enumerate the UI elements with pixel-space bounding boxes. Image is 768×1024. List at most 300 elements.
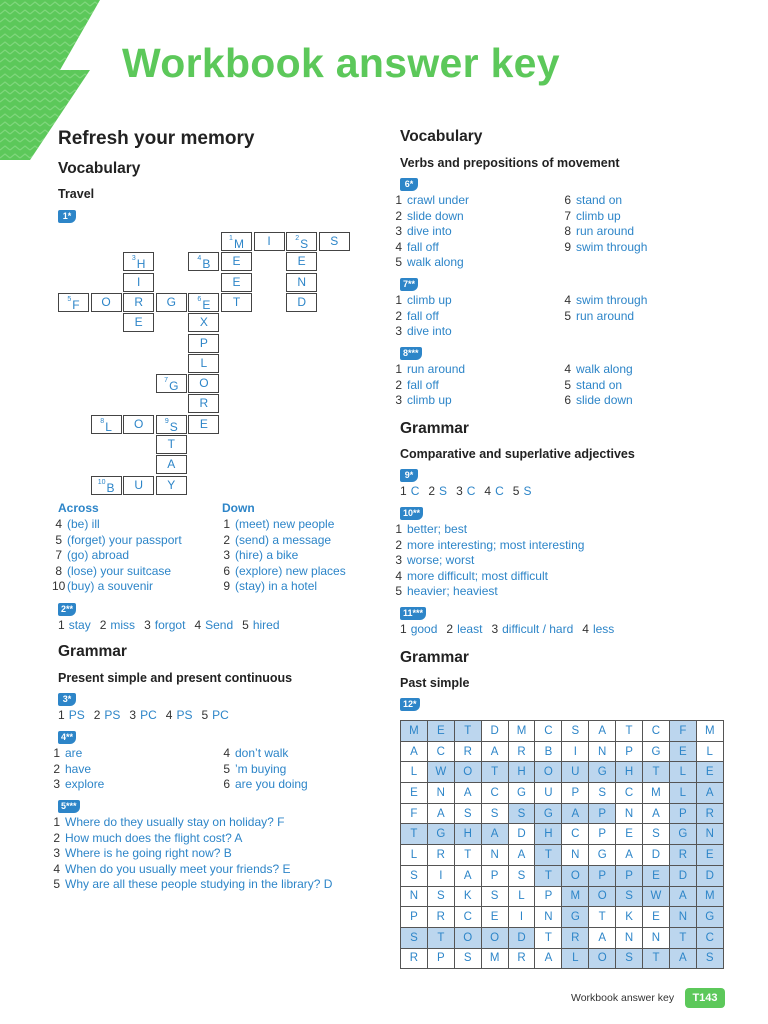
item-text: How much does the flight cost? A — [65, 830, 243, 845]
item-text: stand on — [576, 193, 623, 207]
item-number: 5 — [242, 618, 249, 632]
word-search-cell: R — [508, 741, 535, 762]
word-search-cell: N — [427, 783, 454, 804]
crossword-cell — [286, 232, 317, 251]
item-number: 3 — [456, 484, 463, 498]
crossword-letter: T — [167, 437, 175, 451]
item-number: 9 — [564, 239, 571, 254]
crossword-cell — [156, 374, 187, 393]
clue-number: 10 — [97, 478, 106, 486]
item-text: don’t walk — [235, 746, 289, 760]
word-search-row — [401, 948, 724, 969]
word-search-cell: N — [616, 927, 643, 948]
answer-item — [222, 762, 308, 778]
item-text: (lose) your suitcase — [67, 563, 172, 578]
item-text: swim through — [576, 293, 648, 307]
word-search-cell: C — [535, 721, 562, 742]
page-title: Workbook answer key — [122, 40, 560, 86]
word-search-cell: T — [454, 721, 481, 742]
word-search-cell: P — [427, 948, 454, 969]
word-search-cell: A — [481, 824, 508, 845]
vocabulary-heading: Vocabulary — [400, 128, 483, 145]
crossword-cell — [188, 293, 219, 312]
item-text: fall off — [407, 377, 439, 392]
item-text: more difficult; most difficult — [407, 568, 548, 583]
crossword-letter: I — [267, 234, 271, 248]
crossword-cell — [91, 415, 122, 434]
word-search-cell: G — [669, 824, 696, 845]
answer-item — [52, 815, 332, 831]
answer-item — [194, 618, 233, 632]
word-search-cell: E — [696, 845, 723, 866]
word-search-cell: S — [643, 824, 670, 845]
crossword-letter: X — [199, 315, 208, 330]
word-search-row — [401, 927, 724, 948]
word-search-cell: R — [454, 741, 481, 762]
word-search-cell: M — [562, 886, 589, 907]
crossword-letter: E — [202, 297, 211, 312]
word-search-cell: W — [643, 886, 670, 907]
word-search-cell: B — [535, 741, 562, 762]
answer-item — [394, 293, 452, 309]
word-search-cell: R — [427, 845, 454, 866]
item-text: climb up — [407, 393, 452, 408]
crossword-cell — [156, 455, 187, 474]
item-text: C — [495, 484, 504, 498]
word-search-cell: L — [401, 845, 428, 866]
item-number: 5 — [223, 761, 230, 776]
answer-item — [52, 579, 182, 595]
word-search-cell: R — [508, 948, 535, 969]
item-text: PS — [104, 708, 121, 722]
word-search-cell: A — [669, 886, 696, 907]
word-search-cell: U — [535, 783, 562, 804]
item-number: 1 — [400, 622, 407, 636]
item-text: S — [439, 484, 448, 498]
word-search-cell: A — [643, 803, 670, 824]
word-search-cell: C — [427, 741, 454, 762]
crossword-letter: B — [106, 480, 115, 495]
word-search-cell: P — [481, 865, 508, 886]
word-search-row — [401, 886, 724, 907]
word-search-cell: S — [508, 803, 535, 824]
item-text: stand on — [576, 377, 623, 392]
word-search-cell: N — [643, 927, 670, 948]
word-search-cell: A — [696, 783, 723, 804]
word-search-cell: F — [669, 721, 696, 742]
crossword-letter: G — [169, 379, 179, 394]
item-text: Where do they usually stay on holiday? F — [65, 815, 285, 829]
crossword-letter: E — [199, 416, 208, 431]
answer-item — [52, 762, 104, 778]
item-text: dive into — [407, 324, 452, 339]
answer-item — [563, 240, 647, 256]
exercise-7-answers-b — [563, 293, 647, 324]
crossword-letter: P — [199, 335, 208, 350]
item-text: difficult / hard — [502, 622, 574, 636]
item-number: 5 — [564, 308, 571, 323]
word-search-cell: P — [401, 907, 428, 928]
word-search-cell: L — [696, 741, 723, 762]
answer-item — [129, 708, 156, 722]
word-search-cell: A — [669, 948, 696, 969]
item-text: hired — [252, 618, 280, 632]
word-search-cell: T — [401, 824, 428, 845]
exercise-badge: 6* — [400, 178, 418, 191]
crossword-cell — [188, 354, 219, 373]
item-number: 3 — [395, 393, 402, 408]
crossword-grid — [58, 232, 344, 496]
answer-item — [58, 708, 85, 722]
clue-number: 7 — [164, 377, 169, 385]
item-number: 5 — [201, 708, 209, 722]
crossword-cell — [123, 252, 154, 271]
word-search-cell: M — [643, 783, 670, 804]
item-number: 5 — [564, 377, 571, 392]
answer-item — [563, 293, 647, 309]
exercise-4-answers-a — [52, 746, 104, 793]
crossword-letter: R — [134, 294, 144, 309]
word-search-cell: P — [589, 803, 616, 824]
word-search-cell: S — [508, 865, 535, 886]
item-text: climb up — [576, 208, 621, 223]
word-search-cell: C — [481, 783, 508, 804]
item-text: C — [410, 484, 420, 498]
word-search-cell: C — [454, 907, 481, 928]
crossword-letter: I — [137, 274, 141, 289]
word-search-cell: G — [696, 907, 723, 928]
crossword-letter: U — [134, 477, 144, 492]
word-search-cell: W — [427, 762, 454, 783]
word-search-cell: R — [562, 927, 589, 948]
answer-item — [52, 846, 332, 862]
item-text: more interesting; most interesting — [407, 537, 585, 552]
word-search-cell: G — [562, 907, 589, 928]
answer-item — [222, 746, 308, 762]
answer-item — [394, 362, 465, 378]
answer-item — [563, 309, 647, 325]
word-search-cell: G — [643, 741, 670, 762]
answer-item — [52, 533, 182, 549]
item-text: PC — [212, 708, 229, 722]
crossword-cell — [221, 232, 252, 251]
item-text: least — [457, 622, 483, 636]
word-search-cell: I — [427, 865, 454, 886]
word-search-cell: S — [454, 948, 481, 969]
crossword-letter: E — [134, 315, 143, 330]
word-search-cell: U — [562, 762, 589, 783]
answer-item — [563, 193, 647, 209]
crossword-cell — [188, 313, 219, 332]
exercise-badge: 12* — [400, 698, 420, 711]
word-search-cell: A — [616, 845, 643, 866]
item-number: 1 — [395, 522, 402, 536]
crossword-cell — [286, 293, 317, 312]
item-number: 8 — [55, 563, 62, 578]
word-search-cell: N — [401, 886, 428, 907]
item-number: 5 — [512, 484, 520, 498]
word-search-cell: A — [454, 783, 481, 804]
word-search-cell: G — [589, 762, 616, 783]
answer-item — [52, 746, 104, 762]
clue-number: 1 — [229, 235, 233, 242]
word-search-cell: I — [562, 741, 589, 762]
item-text: less — [592, 622, 615, 636]
answer-item — [394, 209, 469, 225]
exercise-badge: 8*** — [400, 347, 422, 360]
word-search-cell: A — [401, 741, 428, 762]
answer-item — [428, 484, 447, 498]
past-simple-heading: Past simple — [400, 676, 470, 690]
crossword-letter: S — [300, 237, 309, 251]
crossword-cell — [319, 232, 350, 251]
item-text: swim through — [576, 239, 648, 254]
answer-item — [582, 622, 614, 636]
word-search-cell: R — [669, 845, 696, 866]
crossword-letter: D — [297, 294, 307, 309]
answer-item — [94, 708, 121, 722]
crossword-cell — [188, 374, 219, 393]
word-search-cell: S — [589, 783, 616, 804]
answer-item — [394, 584, 584, 600]
item-text: slide down — [576, 393, 633, 408]
item-text: fall off — [407, 239, 439, 254]
crossword-letter: M — [233, 237, 244, 251]
item-text: Why are all these people studying in the library? D — [65, 877, 333, 892]
exercise-badge: 10** — [400, 507, 423, 520]
item-number: 6 — [223, 777, 230, 792]
clue-number: 2 — [295, 235, 300, 242]
item-text: heavier; heaviest — [407, 584, 498, 599]
answer-item — [52, 862, 332, 878]
item-text: miss — [110, 618, 136, 632]
word-search-cell: D — [643, 845, 670, 866]
item-number: 9 — [223, 579, 230, 594]
item-text: (hire) a bike — [235, 548, 299, 563]
clue-number: 4 — [197, 255, 202, 263]
item-number: 3 — [395, 324, 402, 339]
item-text: are — [65, 746, 83, 760]
answer-item — [222, 517, 346, 533]
crossword-letter: E — [232, 254, 241, 269]
item-number: 4 — [223, 746, 230, 760]
word-search-cell: S — [481, 803, 508, 824]
word-search-cell: O — [589, 886, 616, 907]
item-text: run around — [407, 362, 466, 376]
item-text: are you doing — [235, 777, 308, 792]
crossword-letter: Y — [167, 477, 176, 492]
word-search-cell: E — [643, 907, 670, 928]
word-search-cell: L — [669, 783, 696, 804]
answer-item — [394, 193, 469, 209]
crossword-cell — [156, 435, 187, 454]
word-search-cell: H — [616, 762, 643, 783]
exercise-9-answers — [400, 484, 540, 498]
word-search-cell: T — [481, 762, 508, 783]
crossword-cell — [188, 394, 219, 413]
item-number: 3 — [144, 618, 151, 632]
word-search-cell: E — [669, 741, 696, 762]
answer-item — [394, 522, 584, 538]
crossword-cell — [188, 252, 219, 271]
item-text: (stay) in a hotel — [235, 579, 318, 594]
item-number: 1 — [58, 618, 65, 632]
item-number: 3 — [395, 553, 402, 568]
word-search-cell: D — [481, 721, 508, 742]
word-search-cell: H — [508, 762, 535, 783]
answer-item — [394, 255, 469, 271]
grammar-heading: Grammar — [400, 649, 469, 666]
item-number: 1 — [395, 362, 402, 376]
exercise-badge: 3* — [58, 693, 76, 706]
answer-item — [242, 618, 279, 632]
word-search-cell: A — [427, 803, 454, 824]
word-search-cell: K — [616, 907, 643, 928]
answer-item — [394, 240, 469, 256]
clue-number: 8 — [100, 417, 105, 425]
word-search-cell: M — [508, 721, 535, 742]
answer-item — [222, 777, 308, 793]
answer-item — [484, 484, 503, 498]
crossword-cell — [91, 293, 122, 312]
item-number: 4 — [165, 708, 173, 722]
item-text: walk along — [407, 255, 464, 270]
word-search-cell: G — [589, 845, 616, 866]
comparative-heading: Comparative and superlative adjectives — [400, 447, 635, 461]
item-number: 2 — [395, 308, 402, 323]
word-search-cell: S — [562, 721, 589, 742]
item-text: better; best — [407, 522, 468, 536]
crossword-cell — [188, 415, 219, 434]
down-clues — [222, 517, 346, 595]
crossword-cell — [123, 273, 154, 292]
answer-item — [166, 708, 193, 722]
answer-item — [446, 622, 482, 636]
item-text: crawl under — [407, 193, 470, 207]
word-search-cell: E — [481, 907, 508, 928]
crossword-letter: G — [166, 294, 176, 309]
down-heading: Down — [222, 501, 255, 515]
answer-item — [222, 579, 346, 595]
word-search-cell: S — [401, 927, 428, 948]
word-search-cell: R — [401, 948, 428, 969]
answer-item — [222, 548, 346, 564]
item-number: 2 — [53, 830, 60, 845]
item-number: 4 — [564, 293, 571, 307]
answer-item — [491, 622, 573, 636]
answer-item — [394, 324, 452, 340]
crossword-letter: A — [167, 457, 176, 472]
word-search-cell: S — [696, 948, 723, 969]
word-search-cell: I — [508, 907, 535, 928]
exercise-badge: 5*** — [58, 800, 80, 813]
verbs-heading: Verbs and prepositions of movement — [400, 156, 620, 170]
present-heading: Present simple and present continuous — [58, 671, 293, 685]
answer-item — [400, 484, 419, 498]
answer-item — [513, 484, 532, 498]
word-search-cell: K — [454, 886, 481, 907]
exercise-badge: 7** — [400, 278, 418, 291]
word-search-row — [401, 803, 724, 824]
crossword-letter: F — [72, 297, 80, 312]
item-text: (forget) your passport — [67, 532, 182, 547]
exercise-badge: 9* — [400, 469, 418, 482]
item-number: 7 — [564, 208, 571, 223]
answer-item — [52, 877, 332, 893]
word-search-cell: N — [696, 824, 723, 845]
item-number: 4 — [55, 517, 62, 531]
word-search-cell: T — [616, 721, 643, 742]
word-search-cell: T — [427, 927, 454, 948]
word-search-cell: H — [535, 824, 562, 845]
item-text: Where is he going right now? B — [65, 846, 232, 861]
word-search-cell: D — [508, 824, 535, 845]
crossword-letter: L — [105, 419, 112, 434]
word-search-cell: E — [401, 783, 428, 804]
answer-item — [394, 224, 469, 240]
word-search-cell: A — [454, 865, 481, 886]
clue-number: 3 — [131, 255, 136, 263]
across-clues — [52, 517, 182, 595]
footer-label: Workbook answer key — [571, 992, 675, 1004]
word-search-cell: A — [562, 803, 589, 824]
answer-item — [563, 224, 647, 240]
vocabulary-heading: Vocabulary — [58, 160, 141, 177]
crossword-letter: N — [297, 274, 307, 289]
item-text: ’m buying — [235, 761, 287, 776]
item-number: 6 — [223, 563, 230, 578]
word-search-cell: O — [535, 762, 562, 783]
exercise-4-answers-b — [222, 746, 308, 793]
word-search-row — [401, 907, 724, 928]
word-search-cell: A — [589, 927, 616, 948]
item-number: 8 — [564, 224, 571, 239]
clue-number: 6 — [197, 295, 202, 303]
word-search-cell: G — [508, 783, 535, 804]
item-number: 5 — [395, 255, 402, 270]
answer-item — [394, 309, 452, 325]
word-search-cell: P — [562, 783, 589, 804]
item-number: 7 — [55, 548, 62, 563]
word-search-cell: N — [616, 803, 643, 824]
exercise-10-answers — [394, 522, 584, 600]
crossword-cell — [123, 415, 154, 434]
across-heading: Across — [58, 501, 99, 515]
crossword-cell — [156, 415, 187, 434]
answer-item — [58, 618, 91, 632]
word-search-grid — [400, 720, 724, 969]
answer-item — [52, 564, 182, 580]
page-number: T143 — [685, 988, 725, 1008]
word-search-cell: D — [669, 865, 696, 886]
word-search-cell: R — [427, 907, 454, 928]
answer-item — [563, 209, 647, 225]
answer-item — [144, 618, 185, 632]
word-search-cell: M — [696, 886, 723, 907]
word-search-cell: A — [535, 948, 562, 969]
word-search-cell: M — [401, 721, 428, 742]
crossword-letter: B — [202, 257, 211, 272]
item-number: 3 — [53, 846, 60, 861]
item-text: PS — [68, 708, 85, 722]
item-text: S — [523, 484, 532, 498]
word-search-cell: P — [535, 886, 562, 907]
clue-number: 9 — [164, 417, 169, 425]
word-search-cell: T — [535, 845, 562, 866]
item-number: 2 — [53, 761, 60, 776]
word-search-cell: C — [616, 783, 643, 804]
crossword-cell — [123, 313, 154, 332]
